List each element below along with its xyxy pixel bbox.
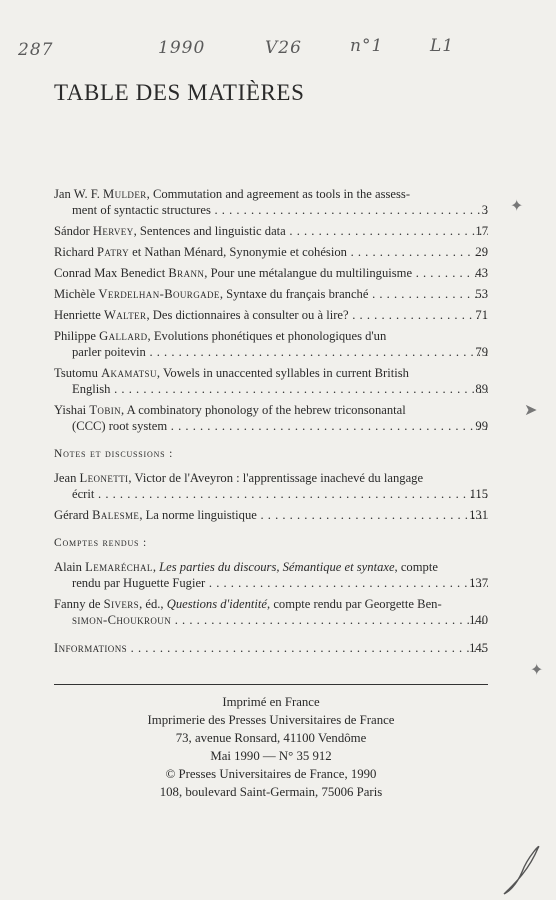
imprint-block [54,693,488,801]
page-number: 53 [475,287,488,301]
imprint-line: © Presses Universitaires de France, 1990 [165,767,377,781]
imprint-line: Mai 1990 — N° 35 912 [210,749,332,763]
page-number: 79 [475,345,488,359]
page-number: 3 [481,203,488,217]
page-number: 115 [469,487,488,501]
page-number: 145 [469,641,488,655]
page-title: TABLE DES MATIÈRES [54,80,305,105]
handwritten-note: L1 [430,36,455,56]
margin-mark: ✦ [530,662,544,679]
table-of-contents [54,186,488,661]
page-number: 99 [475,419,488,433]
toc-entry: Tsutomu Akamatsu, Vowels in unaccented syllables in current British English . . . 89 [54,365,488,397]
margin-mark: ✦ [510,198,524,215]
section-heading-reviews: Comptes rendus : [54,537,147,549]
toc-entry: Jan W. F. Mulder, Commutation and agreement as tools in the assess- ment of syntactic structures . . . 3 [54,186,488,218]
pencil-mark-icon [498,842,544,898]
toc-entry: Richard Patry et Nathan Ménard, Synonymie et cohésion . . . 29 [54,244,488,260]
page-number: 29 [475,245,488,259]
imprint-line: Imprimé en France [222,695,320,709]
toc-entry: Fanny de Sivers, éd., Questions d'identité, compte rendu par Georgette Ben- simon-Choukroun . . . 140 [54,596,488,628]
imprint-line: 73, avenue Ronsard, 41100 Vendôme [175,731,367,745]
handwritten-note: 1990 [158,38,206,58]
imprint-line: Imprimerie des Presses Universitaires de France [147,713,395,727]
toc-entry: Sándor Hervey, Sentences and linguistic data . . . 17 [54,223,488,239]
page-number: 71 [475,308,488,322]
toc-entry: Jean Leonetti, Victor de l'Aveyron : l'apprentissage inachevé du langage écrit . . . 115 [54,470,488,502]
section-heading-notes: Notes et discussions : [54,448,174,460]
toc-entry: Henriette Walter, Des dictionnaires à consulter ou à lire? . . . 71 [54,307,488,323]
imprint-line: 108, boulevard Saint-Germain, 75006 Paris [159,785,383,799]
margin-mark: ➤ [524,402,538,419]
toc-entry: Yishai Tobin, A combinatory phonology of the hebrew triconsonantal (CCC) root system . . . 99 [54,402,488,434]
toc-entry: Informations . . . 145 [54,640,488,656]
divider [54,684,488,685]
page-number: 89 [475,382,488,396]
page-number: 17 [475,224,488,238]
toc-entry: Alain Lemaréchal, Les parties du discours, Sémantique et syntaxe, compte rendu par Huguette Fugier . . . 137 [54,559,488,591]
handwritten-note: V26 [265,38,302,58]
toc-entry: Michèle Verdelhan-Bourgade, Syntaxe du français branché . . . 53 [54,286,488,302]
page-number: 140 [469,613,488,627]
page-number: 137 [469,576,488,590]
toc-entry: Philippe Gallard, Evolutions phonétiques et phonologiques d'un parler poitevin . . . 79 [54,328,488,360]
page-number: 131 [469,508,488,522]
page-number: 43 [475,266,488,280]
toc-entry: Gérard Balesme, La norme linguistique . . . 131 [54,507,488,523]
handwritten-note: 287 [18,40,54,60]
toc-entry: Conrad Max Benedict Brann, Pour une métalangue du multilinguisme . . . 43 [54,265,488,281]
handwritten-note: n°1 [350,36,384,56]
